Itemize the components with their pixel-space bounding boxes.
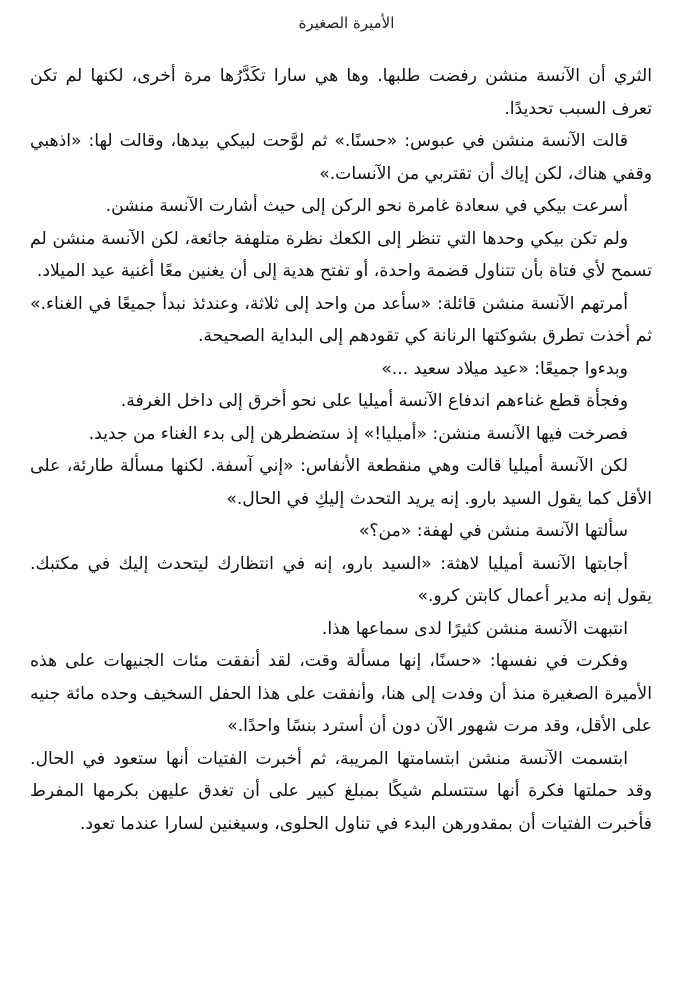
paragraph: الثري أن الآنسة منشن رفضت طلبها. وها هي سارا تكَدَّرُها مرة أخرى، لكنها لم تكن تعرف السبب تحديدًا.	[30, 66, 652, 119]
paragraph: وفجأة قطع غناءهم اندفاع الآنسة أميليا على نحو أخرق إلى داخل الغرفة.	[120, 391, 628, 411]
paragraph: لكن الآنسة أميليا قالت وهي منقطعة الأنفاس: «إني آسفة. لكنها مسألة طارئة، على الأقل كما يقول السيد بارو. إنه يريد التحدث إليكِ في الحال.»	[30, 456, 652, 509]
paragraph: أمرتهم الآنسة منشن قائلة: «سأعد من واحد إلى ثلاثة، وعندئذ نبدأ جميعًا في الغناء.» ثم أخذت تطرق بشوكتها الرنانة كي تقودهم إلى البداية الصحيحة.	[30, 293, 652, 346]
paragraph: سألتها الآنسة منشن في لهفة: «من؟»	[358, 521, 628, 541]
running-header: الأميرة الصغيرة	[298, 14, 395, 32]
paragraph: أسرعت بيكي في سعادة غامرة نحو الركن إلى حيث أشارت الآنسة منشن.	[105, 196, 628, 216]
paragraph: وفكرت في نفسها: «حسنًا، إنها مسألة وقت، لقد أنفقت مئات الجنيهات على هذه الأميرة الصغيرة منذ أن وفدت إلى هنا، وأنفقت على هذا الحفل السخيف وحده مائة جنيه على الأقل، وقد مرت شهور الآن دون أن أسترد بنسًا واحدًا.»	[30, 651, 652, 736]
paragraph: ولم تكن بيكي وحدها التي تنظر إلى الكعك نظرة متلهفة جائعة، لكن الآنسة منشن لم تسمح لأي فتاة بأن تتناول قضمة واحدة، أو تفتح هدية إلى أن يغنين معًا أغنية عيد الميلاد.	[30, 228, 652, 281]
paragraph: أجابتها الآنسة أميليا لاهثة: «السيد بارو، إنه في انتظارك ليتحدث إليك في مكتبك. يقول إنه مدير أعمال كابتن كرو.»	[30, 553, 652, 606]
paragraph: انتبهت الآنسة منشن كثيرًا لدى سماعها هذا.	[321, 618, 628, 639]
paragraph: وبدءوا جميعًا: «عيد ميلاد سعيد ...»	[381, 358, 628, 379]
paragraph: ابتسمت الآنسة منشن ابتسامتها المريبة، ثم أخبرت الفتيات أنها ستعود في الحال. وقد حملتها فكرة أنها ستتسلم شيكًا بمبلغ كبير على أن تغدق عليهن بكرمها المفرط فأخبرت الفتيات أن بمقدورهن البدء في تناول الحلوى، وسيغنين لسارا عندما تعود.	[30, 748, 652, 834]
paragraph: فصرخت فيها الآنسة منشن: «أميليا!» إذ ستضطرهن إلى بدء الغناء من جديد.	[88, 423, 628, 444]
body-text	[30, 60, 652, 840]
paragraph: قالت الآنسة منشن في عبوس: «حسنًا.» ثم لوَّحت لبيكي بيدها، وقالت لها: «اذهبي وقفي هناك، لكن إياك أن تقتربي من الآنسات.»	[30, 131, 652, 184]
